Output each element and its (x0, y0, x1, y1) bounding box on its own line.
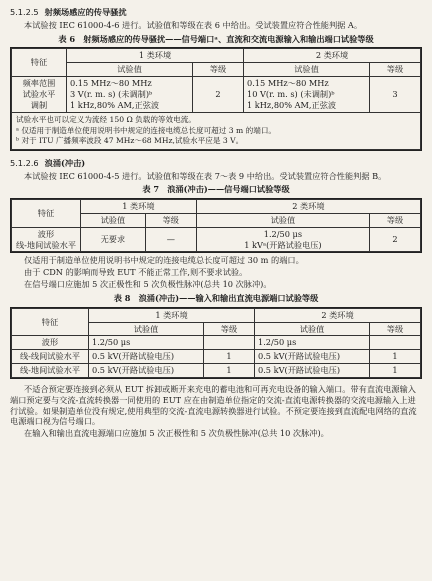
table8 (10, 307, 422, 379)
table7-head-feature: 特征 (12, 200, 81, 228)
env1-level: 3 V(r. m. s) (未调制)ᵇ (70, 88, 153, 99)
table7-head-env2: 2 类环境 (196, 200, 420, 214)
table6-env2-level: 3 (370, 77, 421, 112)
table6-note: 试验水平也可以定义为流经 150 Ω 负载的等效电流。 (16, 115, 196, 125)
table7-head-env1: 1 类环境 (81, 200, 197, 214)
env1-level (204, 336, 255, 350)
env1-value: 0.5 kV(开路试验电压) (89, 350, 204, 364)
table6-head-level-2: 等级 (370, 63, 421, 77)
label-modulation: 调制 (30, 99, 48, 110)
table7-notes (10, 255, 422, 289)
table7-head-value-1: 试验值 (81, 213, 146, 227)
env2-level: 10 V(r. m. s) (未调制)ᵇ (247, 88, 335, 99)
table8-head-level-1: 等级 (204, 322, 255, 336)
table7-head-value-2: 试验值 (196, 213, 369, 227)
table6-caption: 表 6 射频场感应的传导骚扰——信号端口ᵃ、直流和交流电源输入和输出端口试验等级 (58, 33, 374, 44)
env1-level: 1 (204, 364, 255, 378)
note-line: 由于 CDN 的影响而导致 EUT 不能正常工作,则不要求试验。 (24, 267, 248, 278)
table8-head-value-1: 试验值 (89, 322, 204, 336)
table7-row-label (12, 227, 81, 252)
table6 (10, 47, 422, 150)
table6-env1-level: 2 (193, 77, 244, 112)
table-row (12, 336, 421, 350)
env1-value: 0.5 kV(开路试验电压) (89, 364, 204, 378)
env2-frequency: 0.15 MHz～80 MHz (247, 78, 329, 89)
table7-head-level-1: 等级 (145, 213, 196, 227)
table6-note-b: ᵇ 对于 ITU 广播频率波段 47 MHz～68 MHz,试验水平应是 3 V。 (16, 136, 244, 146)
env2-value: 0.5 kV(开路试验电压) (255, 350, 370, 364)
table7-env1-level: — (145, 227, 196, 252)
section-heading-5-1-2-5 (10, 7, 422, 18)
table6-head-env2: 2 类环境 (244, 49, 421, 63)
section-number: 5.1.2.5 (10, 7, 39, 17)
label-level: 试验水平 (22, 88, 56, 99)
table6-head-level-1: 等级 (193, 63, 244, 77)
table7-env1-value: 无要求 (81, 227, 146, 252)
label-line-earth: 线-地间试验水平 (15, 239, 77, 250)
env1-value: 1.2/50 μs (89, 336, 204, 350)
table8-caption: 表 8 浪涌(冲击)——输入和输出直流电源端口试验等级 (113, 292, 319, 303)
table8-head-level-2: 等级 (370, 322, 421, 336)
note-line: 仅适用于制造单位使用说明书中规定的连接电缆总长度可超过 30 m 的端口。 (24, 255, 304, 266)
env2-modulation: 1 kHz,80% AM,正弦波 (247, 99, 337, 110)
table8-head-value-2: 试验值 (255, 322, 370, 336)
section-paragraph: 本试验按 IEC 61000-4-5 进行。试验值和等级在表 7～表 9 中给出。受试装置应符合性能判据 B。 (24, 170, 387, 181)
table7-env2-level: 2 (370, 227, 421, 252)
table6-head-feature: 特征 (12, 49, 67, 77)
section-paragraph: 本试验按 IEC 61000-4-6 进行。试验值和等级在表 6 中给出。受试装置应符合性能判据 A。 (24, 19, 363, 30)
row-label: 线-地间试验水平 (12, 364, 89, 378)
env2-value: 1.2/50 μs (255, 336, 370, 350)
env1-frequency: 0.15 MHz～80 MHz (70, 78, 152, 89)
env2-level (370, 336, 421, 350)
env2-value: 0.5 kV(开路试验电压) (255, 364, 370, 378)
table6-note-a: ᵃ 仅适用于制造单位使用说明书中规定的连接电缆总长度可超过 3 m 的端口。 (16, 125, 277, 135)
table-row (12, 364, 421, 378)
table6-row-label (12, 77, 67, 112)
label-waveform: 波形 (37, 228, 55, 239)
table7-env2-values (196, 227, 369, 252)
section-heading-5-1-2-6 (10, 158, 422, 169)
note-line: 在信号端口应施加 5 次正极性和 5 次负极性脉冲(总共 10 次脉冲)。 (24, 279, 272, 290)
table8-notes (10, 384, 422, 439)
table8-head-feature: 特征 (12, 308, 89, 336)
table-row (12, 350, 421, 364)
note-paragraph: 在输入和输出直流电源端口应施加 5 次正极性和 5 次负极性脉冲(总共 10 次脉冲)。 (24, 428, 329, 439)
row-label: 波形 (12, 336, 89, 350)
label-frequency: 频率范围 (22, 78, 56, 89)
env2-waveform: 1.2/50 μs (263, 228, 303, 239)
env1-level: 1 (204, 350, 255, 364)
env2-level: 1 (370, 350, 421, 364)
table7 (10, 198, 422, 253)
env2-level: 1 (370, 364, 421, 378)
table6-notes (12, 112, 421, 149)
row-label: 线-线间试验水平 (12, 350, 89, 364)
table6-env1-values (67, 77, 193, 112)
section-title: 浪涌(冲击) (44, 157, 86, 168)
table6-head-value-1: 试验值 (67, 63, 193, 77)
section-title: 射频场感应的传导骚扰 (44, 7, 127, 17)
table6-head-value-2: 试验值 (244, 63, 370, 77)
section-number: 5.1.2.6 (10, 157, 39, 168)
note-paragraph: 不适合预定要连接到必须从 EUT 拆卸或断开来充电的蓄电池和可再充电设备的输入端口。带有直流电源输入端口预定要与交流-直流转换器一同使用的 EUT 应在由制造单位指定的交流-直流电源转换器的交流电源输入上进行试验。如果制造单位没有规定,使用典型的交流-直流电源转换器进行试验。不预定要连接到直流配电网络的直流电源端口视为信号端口。 (10, 383, 417, 427)
table7-head-level-2: 等级 (370, 213, 421, 227)
table8-head-env1: 1 类环境 (89, 308, 255, 322)
env2-line-earth: 1 kVᵃ(开路试验电压) (244, 239, 322, 250)
env1-modulation: 1 kHz,80% AM,正弦波 (70, 99, 160, 110)
table6-head-env1: 1 类环境 (67, 49, 244, 63)
table6-env2-values (244, 77, 370, 112)
table7-caption: 表 7 浪涌(冲击)——信号端口试验等级 (142, 184, 290, 195)
table8-head-env2: 2 类环境 (255, 308, 421, 322)
